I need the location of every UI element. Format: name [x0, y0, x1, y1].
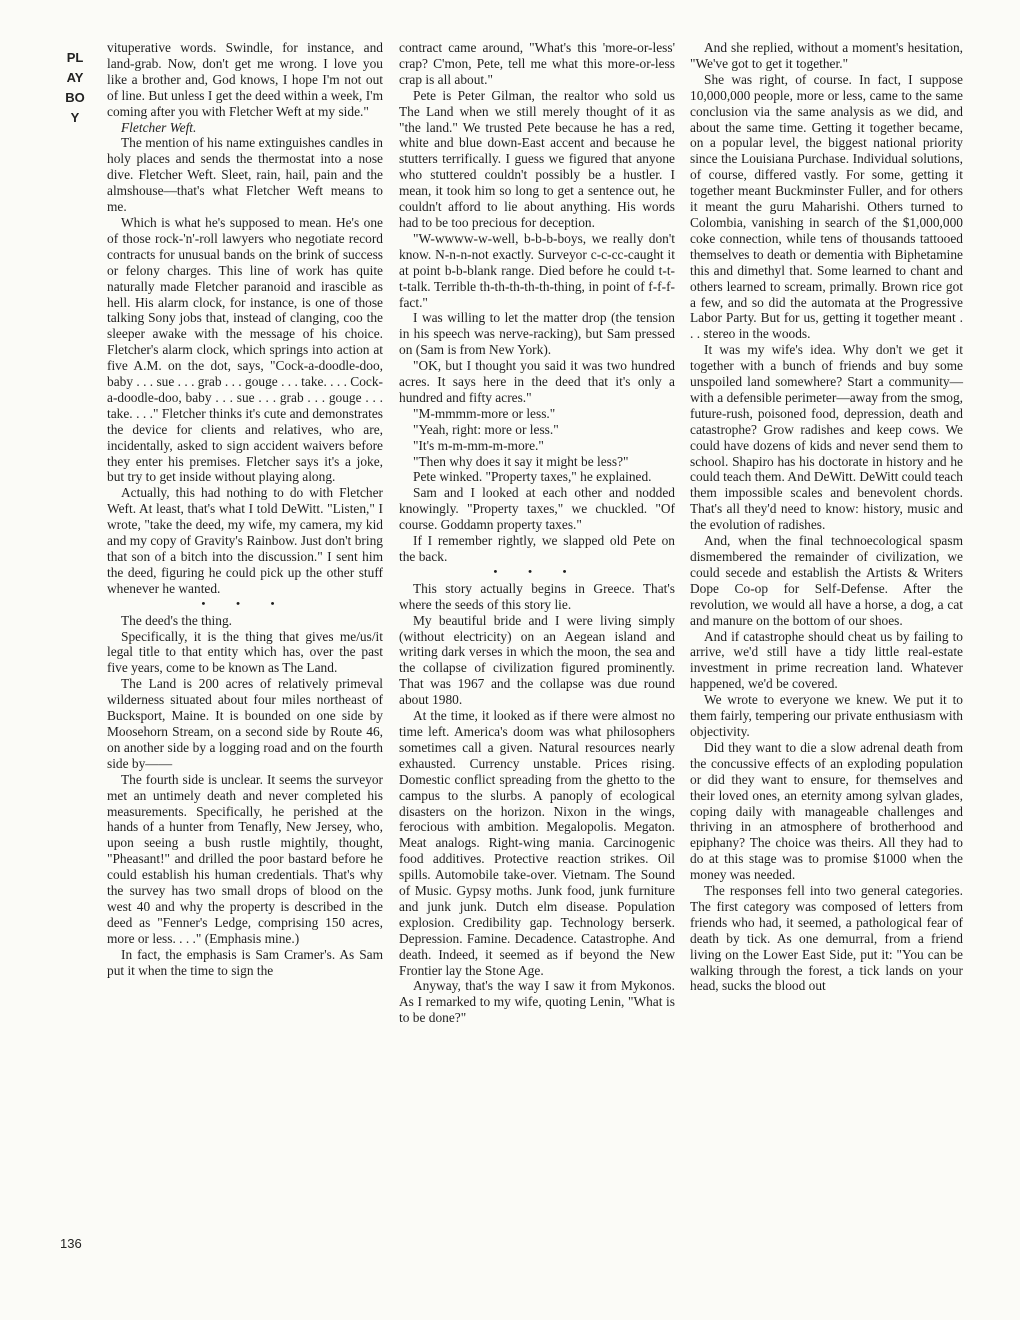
- paragraph: "Then why does it say it might be less?": [413, 453, 629, 469]
- paragraph: This story actually begins in Greece. That's where the seeds of this story lie.: [399, 580, 675, 612]
- text-column-3: [690, 40, 963, 994]
- paragraph: Pete is Peter Gilman, the realtor who sold us The Land when we still merely thought of it as "the land." We trusted Pete because he has a red, white and blue down-East accent and because he stutters terrifically. I guess we figured that anyone who stuttered couldn't possibly be a hustler. I mean, it took him so long to get a sentence out, he couldn't afford to lie about anything. His words had to be too precious for deception.: [399, 87, 675, 230]
- paragraph: Which is what he's supposed to mean. He's one of those rock-'n'-roll lawyers who negotiate record contracts for unusual bands on the brink of success or felony charges. This line of work has quite naturally made Fletcher paranoid and irascible as hell. His alarm clock, for instance, is one of those talking Sony jobs that, instead of clanging, coo the sleeper awake with the message of his choice. Fletcher's alarm clock, which springs into action at five A.M. on the dot, says, "Cock-a-doodle-doo, baby . . . sue . . . grab . . . gouge . . . take. . . . Cock-a-doodle-doo, baby . . . sue . . . grab . . . gouge . . . take. . . ." Fletcher thinks it's cute and demonstrates the device for clients and relatives, who are, incidentally, asked to sign accident waivers before they enter his premises. Fletcher says it's a joke, but try to get inside without playing along.: [107, 214, 383, 485]
- page-number: 136: [60, 1236, 82, 1251]
- paragraph: vituperative words. Swindle, for instance, and land-grab. Now, don't get me wrong. I love you like a brother and, God knows, I hope I'm not out of line. But unless I get the deed within a week, I'm coming after you with Fletcher Weft at my side.": [107, 40, 383, 119]
- paragraph: "It's m-m-mm-m-more.": [413, 437, 544, 453]
- paragraph: We wrote to everyone we knew. We put it to them fairly, tempering our private enthusiasm with objectivity.: [690, 692, 963, 739]
- section-break: • • •: [493, 565, 581, 578]
- magazine-name: PLAYBOY: [65, 50, 85, 125]
- paragraph: It was my wife's idea. Why don't we get it together with a bunch of friends and buy some unspoiled land somewhere? Start a community—with a defensible perimeter—away from the smog, future-rush, poisoned food, depression, death and catastrophe? Grow radishes and keep cows. We could have dozens of kids and never send them to school. Shapiro has his doctorate in history and he could teach them. And DeWitt. DeWitt could teach them impossible scales and benevolent chords. That's all they'd need to know: history, music and the evolution of radishes.: [690, 342, 963, 533]
- paragraph: I was willing to let the matter drop (the tension in his speech was nerve-racking), but Sam pressed on (Sam is from New York).: [399, 310, 675, 358]
- paragraph: Did they want to die a slow adrenal death from the concussive effects of an exploding population or did they want to ensure, for themselves and their loved ones, an eternity among sylvan glades, coping daily with manageable challenges and thriving in an atmosphere of brotherhood and epiphany? The choice was theirs. All they had to do at this stage was to promise $1000 when the money was needed.: [690, 739, 963, 883]
- paragraph: And, when the final technoecological spasm dismembered the remainder of civilization, we could secede and establish the Artists & Writers Dope Co-op for Self-Defense. After the revolution, we would all have a horse, a dog, a cat and manure on the bottom of our shoes.: [690, 533, 963, 628]
- paragraph: "M-mmmm-more or less.": [413, 405, 556, 421]
- paragraph: Anyway, that's the way I saw it from Mykonos. As I remarked to my wife, quoting Lenin, "What is to be done?": [399, 978, 675, 1026]
- paragraph: Actually, this had nothing to do with Fletcher Weft. At least, that's what I told DeWitt. "Listen," I wrote, "take the deed, my wife, my camera, my kid and my copy of Gravity's Rainbow. Just don't bring that son of a bitch into the discussion." I sent him the deed, figuring he could pick up the other stuff whenever he wanted.: [107, 485, 383, 596]
- text-column-2: [399, 40, 675, 1026]
- paragraph: At the time, it looked as if there were almost no time left. America's doom was what philosophers sometimes call a given. Natural resources nearly exhausted. Currency unstable. Prices rising. Domestic conflict spreading from the ghetto to the campus to the slurbs. A panoply of ecological disasters on the horizon. Nixon in the wings, ferocious with ambition. Megalopolis. Megaton. Meat analogs. Right-wing mania. Carcinogenic food additives. Protective reaction strikes. Oil spills. Automobile take-over. Vietnam. The Sound of Music. Gypsy moths. Junk food, junk furniture and junk junk. Dutch elm disease. Population explosion. Credibility gap. Technology berserk. Depression. Famine. Decadence. Catastrophe. And death. Indeed, it seemed as if beyond the New Frontier lay the Stone Age.: [399, 708, 675, 978]
- paragraph: "W-wwww-w-well, b-b-b-boys, we really don't know. N-n-n-not exactly. Surveyor c-c-cc-caught it at point b-b-blank range. Died before he could t-t-t-talk. Terrible th-th-th-th-th-thing, in point of f-f-f-fact.": [399, 230, 675, 310]
- section-break: • • •: [201, 597, 289, 610]
- paragraph: And if catastrophe should cheat us by failing to arrive, we'd still have a tidy little real-estate investment in prime recreation land. Whatever happened, we'd be covered.: [690, 628, 963, 692]
- paragraph: "OK, but I thought you said it was two hundred acres. It says here in the deed that it's only a hundred and fifty acres.": [399, 358, 675, 405]
- paragraph: She was right, of course. In fact, I suppose 10,000,000 people, more or less, came to the same conclusion via the same analysis as we did, and about the same time. Getting it together became, on a popular level, the biggest national priority since the Louisiana Purchase. Individual solutions, of course, differed vastly. For some, getting it together meant Buckminster Fuller, and for others it meant the guru Maharishi. Others turned to Colombia, vanishing in search of the $1,000,000 coke connection, while tens of thousands tattooed themselves to death or dementia with Biphetamine this and dimethyl that. Some learned to chant and others learned to scream, primally. Brown rice got a few, and so did the automata at the Progressive Labor Party. But for us, getting it together meant . . . stereo in the woods.: [690, 71, 963, 342]
- paragraph: My beautiful bride and I were living simply (without electricity) on an Aegean island and writing dark verses in which the moon, the sea and the collapse of civilization figured prominently. That was 1967 and the collapse was due round about 1980.: [399, 612, 675, 708]
- paragraph: Sam and I looked at each other and nodded knowingly. "Property taxes," we chuckled. "Of course. Goddamn property taxes.": [399, 485, 675, 533]
- paragraph: "Yeah, right: more or less.": [413, 421, 559, 437]
- paragraph: The responses fell into two general categories. The first category was composed of letters from friends who had, it seemed, a pathological fear of death by tick. As one demurral, from a friend living on the Lower East Side, put it: "You can be walking through the forest, a tick lands on your head, sucks the blood out: [690, 883, 963, 994]
- paragraph: If I remember rightly, we slapped old Pete on the back.: [399, 533, 675, 564]
- text-column-1: [107, 40, 383, 978]
- paragraph: The Land is 200 acres of relatively primeval wilderness situated about four miles northeast of Bucksport, Maine. It is bounded on one side by Moosehorn Stream, on a second side by Route 46, on another side by a logging road and on the fourth side by——: [107, 676, 383, 771]
- paragraph: The fourth side is unclear. It seems the surveyor met an untimely death and never completed his measurements. Specifically, he perished at the hands of a hunter from Tenafly, New Jersey, who, upon seeing a bush rustle mightily, thought, "Pheasant!" and drilled the poor bastard before he could establish his human credentials. That's why the survey has two small drops of blood on the west 40 and why the property is described in the deed as "Fenner's Ledge, comprising 150 acres, more or less. . . ." (Emphasis mine.): [107, 771, 383, 946]
- paragraph: The deed's the thing.: [121, 612, 232, 628]
- paragraph: Fletcher Weft.: [121, 119, 197, 135]
- paragraph: contract came around, "What's this 'more-or-less' crap? C'mon, Pete, tell me what this more-or-less crap is all about.": [399, 40, 675, 87]
- paragraph: And she replied, without a moment's hesitation, "We've got to get it together.": [690, 40, 963, 71]
- paragraph: Pete winked. "Property taxes," he explained.: [413, 469, 652, 485]
- paragraph: The mention of his name extinguishes candles in holy places and sends the thermostat into a nose dive. Fletcher Weft. Sleet, rain, hail, pain and the almshouse—that's what Fletcher Weft means to me.: [107, 135, 383, 215]
- paragraph: Specifically, it is the thing that gives me/us/it legal title to that entity which has, over the past five years, come to be known as The Land.: [107, 628, 383, 676]
- paragraph: In fact, the emphasis is Sam Cramer's. As Sam put it when the time to sign the: [107, 946, 383, 978]
